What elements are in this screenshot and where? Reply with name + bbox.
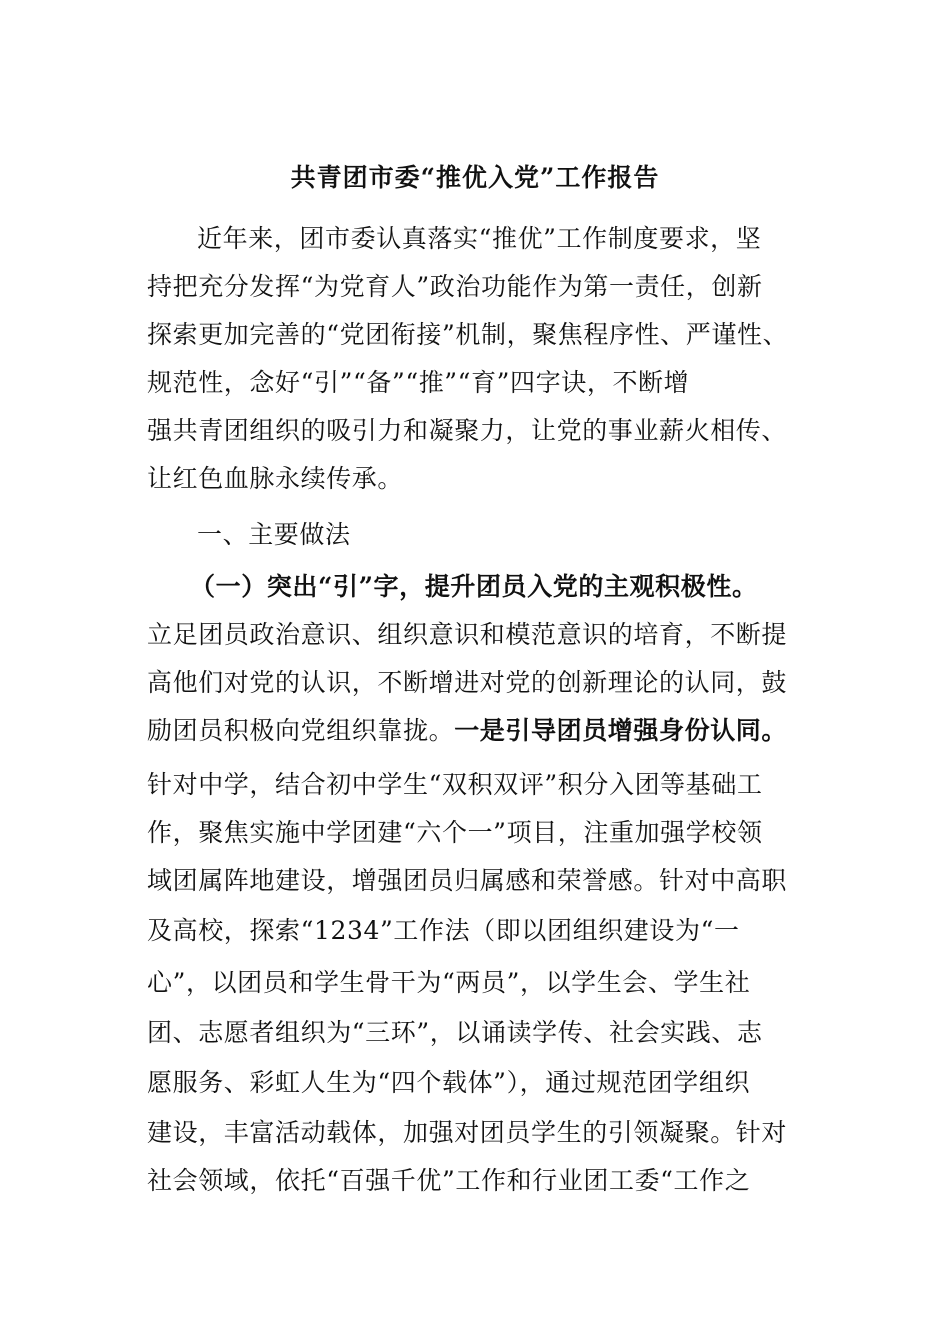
paragraph-line: 心”，以团员和学生骨干为“两员”，以学生会、学生社 bbox=[147, 968, 751, 997]
paragraph-line: 建设，丰富活动载体，加强对团员学生的引领凝聚。针对 bbox=[147, 1118, 788, 1147]
paragraph-line: 强共青团组织的吸引力和凝聚力，让党的事业薪火相传、 bbox=[147, 416, 788, 445]
paragraph-line: 规范性，念好“引”“备”“推”“育”四字诀，不断增 bbox=[147, 368, 690, 397]
emphasis-text: 一是引导团员增强身份认同。 bbox=[454, 716, 788, 745]
paragraph-line: 让红色血脉永续传承。 bbox=[147, 464, 404, 493]
subsection-heading: （一）突出“引”字，提升团员入党的主观积极性。 bbox=[190, 572, 758, 601]
paragraph-line: 作，聚焦实施中学团建“六个一”项目，注重加强学校领 bbox=[147, 818, 763, 847]
paragraph-line: 愿服务、彩虹人生为“四个载体”），通过规范团学组织 bbox=[147, 1068, 751, 1097]
paragraph-line: 及高校，探索“1234”工作法（即以团组织建设为“一 bbox=[147, 916, 740, 945]
paragraph-line: 针对中学，结合初中学生“双积双评”积分入团等基础工 bbox=[147, 770, 763, 799]
paragraph-line: 立足团员政治意识、组织意识和模范意识的培育，不断提 bbox=[147, 620, 788, 649]
paragraph-line-mixed bbox=[147, 714, 787, 748]
paragraph-line: 团、志愿者组织为“三环”，以诵读学传、社会实践、志 bbox=[147, 1018, 763, 1047]
paragraph-line: 社会领域，依托“百强千优”工作和行业团工委“工作之 bbox=[147, 1166, 751, 1195]
paragraph-text: 励团员积极向党组织靠拢。 bbox=[147, 716, 455, 745]
document-title: 共青团市委“推优入党”工作报告 bbox=[290, 163, 660, 192]
paragraph-line: 高他们对党的认识，不断增进对党的创新理论的认同，鼓 bbox=[147, 668, 788, 697]
paragraph-line: 持把充分发挥“为党育人”政治功能作为第一责任，创新 bbox=[147, 272, 763, 301]
paragraph-line: 探索更加完善的“党团衔接”机制，聚焦程序性、严谨性、 bbox=[147, 320, 789, 349]
paragraph-line: 近年来，团市委认真落实“推优”工作制度要求，坚 bbox=[197, 224, 762, 253]
paragraph-line: 域团属阵地建设，增强团员归属感和荣誉感。针对中高职 bbox=[147, 866, 788, 895]
section-heading: 一、主要做法 bbox=[197, 520, 351, 549]
